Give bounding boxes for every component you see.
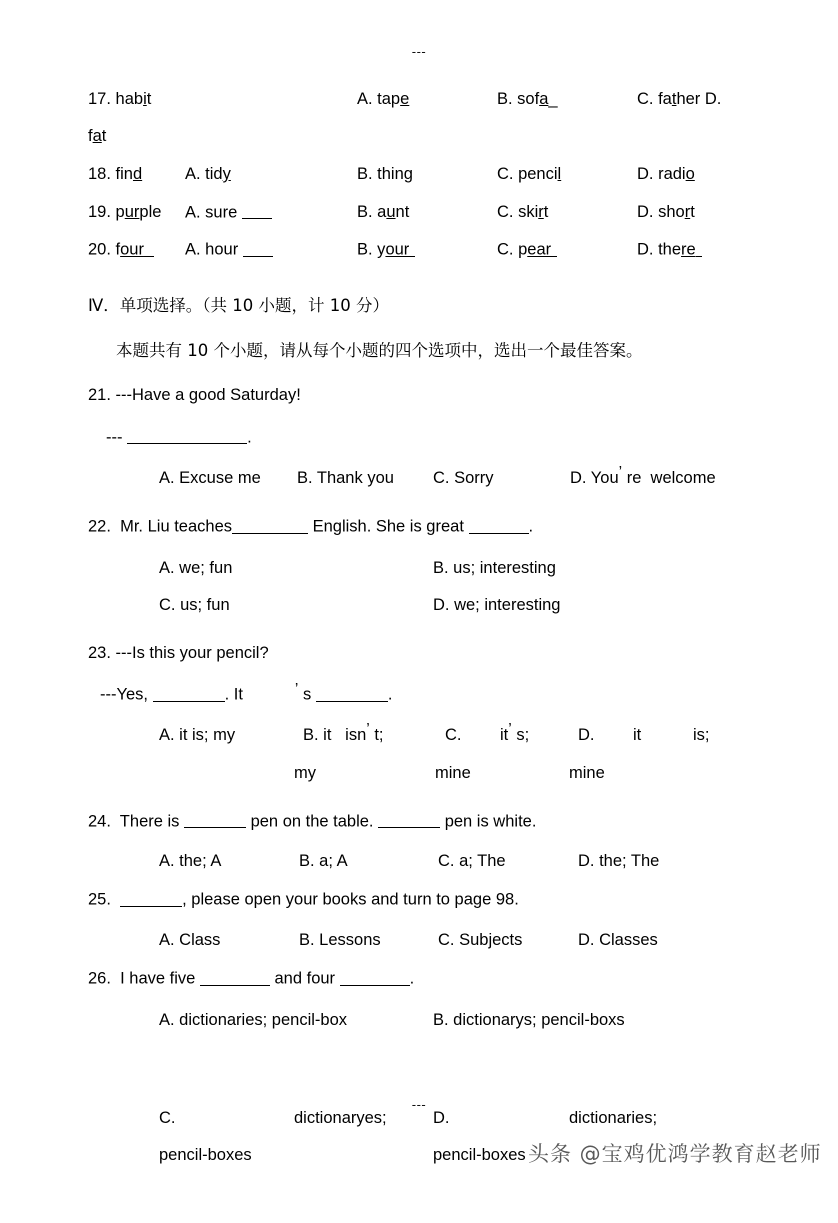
question-21-option-a[interactable]: A. Excuse me <box>159 469 261 488</box>
document-content <box>88 90 788 1176</box>
question-26-option-c-wrap[interactable]: pencil-boxes <box>159 1145 252 1164</box>
phonetics-row-17 <box>88 90 788 127</box>
question-25-option-b[interactable]: B. Lessons <box>299 930 381 949</box>
question-21-stem: 21. ---Have a good Saturday! <box>88 385 301 404</box>
question-21-option-c[interactable]: C. Sorry <box>433 469 494 488</box>
question-23-option-a[interactable]: A. it is; my <box>159 725 236 744</box>
question-26-stem: 26. I have five and four . <box>88 969 415 988</box>
section-instruction: 本题共有 10 个小题，请从每个小题的四个选项中，选出一个最佳答案。 <box>116 340 643 360</box>
question-22-option-b[interactable]: B. us; interesting <box>433 558 556 577</box>
phonetics-19-option-b[interactable]: B. aunt <box>357 202 410 221</box>
question-23-option-d[interactable]: D. <box>578 725 595 744</box>
question-23-option-b[interactable]: B. it isn’ t; <box>303 720 384 744</box>
phonetics-18-option-a[interactable]: A. tidy <box>185 165 231 183</box>
watermark: 头条 @宝鸡优鸿学教育赵老师 <box>528 1142 822 1166</box>
question-24-option-d[interactable]: D. the; The <box>578 852 660 871</box>
question-26-option-c[interactable]: C. <box>159 1108 176 1127</box>
phonetics-18-option-d[interactable]: D. radio <box>637 165 695 183</box>
question-26-option-d-value[interactable]: dictionaries; <box>569 1108 658 1127</box>
question-26-option-d-wrap[interactable]: pencil-boxes <box>433 1145 526 1164</box>
question-22-option-d[interactable]: D. we; interesting <box>433 595 561 614</box>
phonetics-20-option-a[interactable]: A. hour <box>185 240 273 260</box>
question-26-option-d[interactable]: D. <box>433 1108 450 1127</box>
question-23-option-c[interactable]: C. <box>445 725 462 744</box>
question-23-options-row2 <box>88 764 788 798</box>
question-26-options-row1 <box>88 1011 788 1049</box>
question-24-stem: 24. There is pen on the table. pen is white. <box>88 812 537 831</box>
section-heading: Ⅳ．单项选择。（共 10 小题，计 10 分） <box>88 295 389 315</box>
question-22-options-row1 <box>88 559 788 596</box>
phonetics-18-word: 18. find <box>88 165 143 183</box>
phonetics-19-word: 19. purple <box>88 202 162 221</box>
question-24-option-c[interactable]: C. a; The <box>438 852 506 871</box>
question-23-option-b-wrap[interactable]: my <box>294 763 316 782</box>
phonetics-17-option-b[interactable]: B. sofa_ <box>497 90 558 108</box>
phonetics-row-17-wrap <box>88 127 788 165</box>
question-22-options-row2 <box>88 596 788 629</box>
question-25-stem: 25. , please open your books and turn to page 98. <box>88 890 519 909</box>
question-23-option-d-wrap[interactable]: mine <box>569 763 605 782</box>
question-25-option-c[interactable]: C. Subjects <box>438 930 523 949</box>
question-25-options <box>88 931 788 969</box>
page-top-marker: --- <box>411 44 427 59</box>
question-23-options-row1 <box>88 720 788 764</box>
question-21-option-d[interactable]: D. You’ re welcome <box>570 464 716 488</box>
question-24-option-b[interactable]: B. a; A <box>299 852 348 871</box>
question-22-stem: 22. Mr. Liu teaches English. She is great . <box>88 517 534 536</box>
question-25-option-a[interactable]: A. Class <box>159 930 221 949</box>
question-26-option-c-value[interactable]: dictionaryes; <box>294 1108 387 1127</box>
phonetics-19-option-c[interactable]: C. skirt <box>497 202 549 221</box>
question-24-options <box>88 852 788 890</box>
question-23-option-d-value2[interactable]: is; <box>693 725 710 744</box>
question-22-option-c[interactable]: C. us; fun <box>159 595 230 614</box>
page-bottom-marker: --- <box>411 1097 427 1112</box>
question-23-option-d-value1[interactable]: it <box>633 725 642 744</box>
phonetics-17-option-d-wrap[interactable]: fat <box>88 127 107 145</box>
question-21-stem-line2: --- . <box>106 428 252 447</box>
phonetics-row-20 <box>88 240 788 278</box>
phonetics-20-option-c[interactable]: C. pear <box>497 240 557 260</box>
phonetics-18-option-c[interactable]: C. pencil <box>497 165 562 183</box>
phonetics-17-option-c[interactable]: C. father D. <box>637 90 722 108</box>
question-23-stem: 23. ---Is this your pencil? <box>88 643 269 662</box>
phonetics-17-option-a[interactable]: A. tape <box>357 90 410 108</box>
phonetics-19-option-d[interactable]: D. short <box>637 202 695 221</box>
phonetics-17-word: 17. habit <box>88 90 152 108</box>
phonetics-row-18 <box>88 165 788 203</box>
phonetics-row-19 <box>88 203 788 241</box>
question-26-option-b[interactable]: B. dictionarys; pencil-boxs <box>433 1010 625 1029</box>
question-24-option-a[interactable]: A. the; A <box>159 852 222 871</box>
question-21-options <box>88 464 788 503</box>
phonetics-20-option-d[interactable]: D. there <box>637 240 702 260</box>
question-23-option-c-value[interactable]: it’ s; <box>500 720 530 744</box>
phonetics-20-option-b[interactable]: B. your <box>357 240 415 260</box>
question-25-option-d[interactable]: D. Classes <box>578 930 658 949</box>
question-23-stem-line2: ---Yes, . It ’ s . <box>100 680 393 704</box>
question-26-option-a[interactable]: A. dictionaries; pencil-box <box>159 1010 348 1029</box>
question-22-option-a[interactable]: A. we; fun <box>159 558 233 577</box>
question-21-option-b[interactable]: B. Thank you <box>297 469 394 488</box>
phonetics-20-word: 20. four <box>88 240 154 260</box>
phonetics-19-option-a[interactable]: A. sure <box>185 203 272 223</box>
question-23-option-c-wrap[interactable]: mine <box>435 763 471 782</box>
phonetics-18-option-b[interactable]: B. thing <box>357 165 413 183</box>
